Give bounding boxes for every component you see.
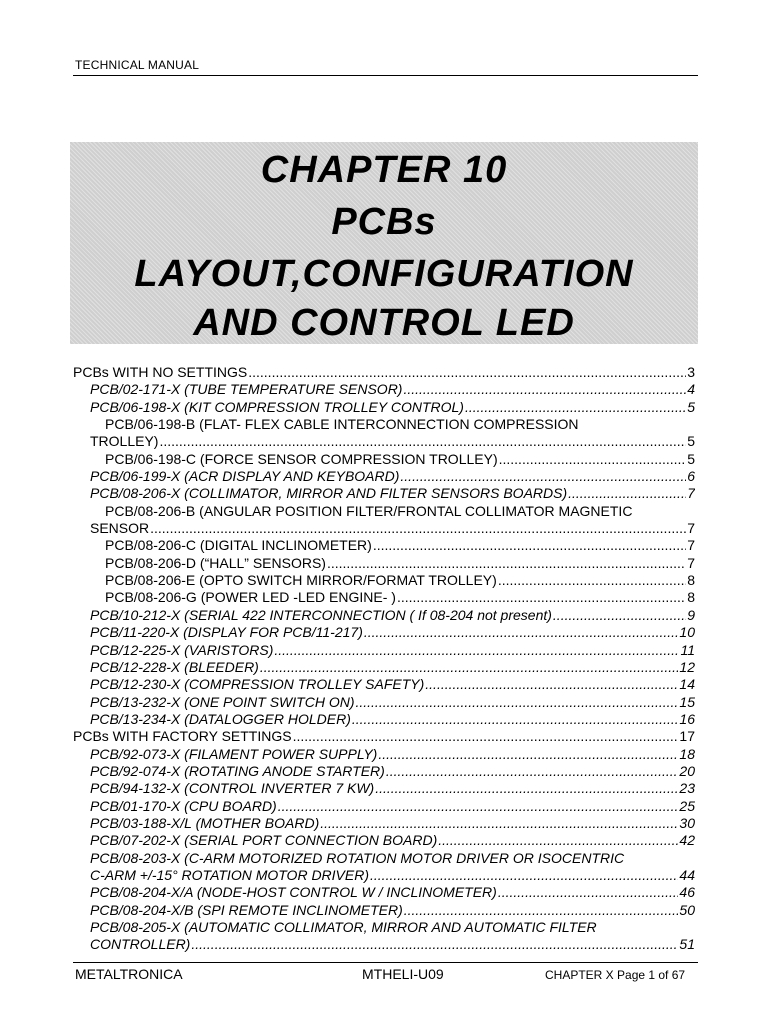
toc-entry-page: 3 xyxy=(687,364,695,380)
toc-entry[interactable] xyxy=(0,364,695,381)
toc-entry[interactable] xyxy=(0,850,695,867)
toc-dot-leader xyxy=(438,832,678,849)
toc-entry[interactable] xyxy=(0,902,695,919)
toc-entry-title: PCB/01-170-X (CPU BOARD) xyxy=(90,797,277,814)
toc-entry[interactable] xyxy=(0,867,695,884)
toc-entry[interactable] xyxy=(0,433,695,450)
toc-entry-page: 17 xyxy=(679,728,695,745)
chapter-title-line-1: PCBs xyxy=(331,201,437,243)
toc-entry[interactable] xyxy=(0,746,695,763)
toc-dot-leader xyxy=(553,607,686,624)
toc-entry-page: 7 xyxy=(687,485,695,502)
toc-dot-leader xyxy=(293,728,679,745)
toc-entry-page: 8 xyxy=(687,572,695,589)
toc-entry-title: PCB/08-206-C (DIGITAL INCLINOMETER) xyxy=(105,537,372,554)
toc-entry-page: 14 xyxy=(679,676,695,693)
toc-entry[interactable] xyxy=(0,624,695,641)
toc-dot-leader xyxy=(150,520,686,537)
toc-entry[interactable] xyxy=(0,572,695,589)
toc-entry-title: C-ARM +/-15° ROTATION MOTOR DRIVER) xyxy=(90,866,370,883)
toc-dot-leader xyxy=(498,884,679,901)
toc-entry[interactable] xyxy=(0,884,695,901)
toc-entry-page: 7 xyxy=(687,554,695,571)
toc-entry-page: 8 xyxy=(687,589,695,606)
toc-entry-title: PCB/08-206-E (OPTO SWITCH MIRROR/FORMAT TROLLEY) xyxy=(105,572,497,589)
toc-dot-leader xyxy=(400,468,686,485)
toc-entry-title: PCB/08-206-D (“HALL” SENSORS) xyxy=(105,554,326,571)
toc-entry-page: 18 xyxy=(679,745,695,762)
toc-entry-page: 4 xyxy=(687,381,695,398)
toc-entry-title: PCB/06-198-X (KIT COMPRESSION TROLLEY CONTROL) xyxy=(90,398,464,415)
toc-dot-leader xyxy=(274,642,679,659)
toc-entry[interactable] xyxy=(0,468,695,485)
toc-entry[interactable] xyxy=(0,607,695,624)
toc-entry-page: 30 xyxy=(679,814,695,831)
toc-entry-title: PCB/07-202-X (SERIAL PORT CONNECTION BOARD) xyxy=(90,832,438,849)
toc-dot-leader xyxy=(386,763,679,780)
toc-dot-leader xyxy=(355,694,678,711)
toc-entry-title: PCBs WITH NO SETTINGS xyxy=(73,364,248,380)
toc-entry-title: PCB/08-204-X/B (SPI REMOTE INCLINOMETER) xyxy=(90,901,403,918)
toc-dot-leader xyxy=(375,780,678,797)
toc-dot-leader xyxy=(397,589,686,606)
toc-dot-leader xyxy=(327,555,686,572)
toc-entry-page: 7 xyxy=(687,537,695,554)
toc-entry-page: 50 xyxy=(679,901,695,918)
toc-entry-title: PCB/08-206-B (ANGULAR POSITION FILTER/FRONTAL COLLIMATOR MAGNETIC xyxy=(105,502,633,519)
footer-document-code: MTHELI-U09 xyxy=(362,966,444,982)
toc-entry[interactable] xyxy=(0,399,695,416)
toc-entry[interactable] xyxy=(0,711,695,728)
toc-entry-title: PCB/08-206-X (COLLIMATOR, MIRROR AND FILTER SENSORS BOARDS) xyxy=(90,485,568,502)
toc-entry-title: PCB/12-230-X (COMPRESSION TROLLEY SAFETY) xyxy=(90,676,425,693)
toc-entry-title: PCB/03-188-X/L (MOTHER BOARD) xyxy=(90,814,320,831)
toc-entry-title: PCB/06-198-B (FLAT- FLEX CABLE INTERCONNECTION COMPRESSION xyxy=(105,416,579,433)
toc-dot-leader xyxy=(378,746,678,763)
toc-entry-page: 25 xyxy=(679,797,695,814)
chapter-title-banner xyxy=(70,142,698,344)
toc-entry[interactable] xyxy=(0,815,695,832)
toc-entry-title: SENSOR xyxy=(90,520,150,537)
toc-entry[interactable] xyxy=(0,676,695,693)
toc-dot-leader xyxy=(425,676,678,693)
toc-entry-page: 42 xyxy=(679,832,695,849)
toc-entry-page: 46 xyxy=(679,884,695,901)
toc-entry-title: PCB/11-220-X (DISPLAY FOR PCB/11-217) xyxy=(90,624,363,641)
toc-entry[interactable] xyxy=(0,503,695,520)
toc-dot-leader xyxy=(568,485,686,502)
toc-entry[interactable] xyxy=(0,798,695,815)
toc-dot-leader xyxy=(248,364,686,381)
chapter-title-line-3: AND CONTROL LED xyxy=(193,302,575,344)
toc-dot-leader xyxy=(191,936,678,953)
toc-entry-page: 12 xyxy=(679,658,695,675)
header-divider xyxy=(73,75,698,76)
toc-entry-page: 44 xyxy=(679,866,695,883)
toc-entry-page: 23 xyxy=(679,780,695,797)
toc-entry-title: PCB/10-212-X (SERIAL 422 INTERCONNECTION ( If 08-204 not present) xyxy=(90,606,552,623)
toc-entry-page: 9 xyxy=(687,606,695,623)
toc-entry-page: 15 xyxy=(679,693,695,710)
toc-entry[interactable] xyxy=(0,936,695,953)
chapter-title-line-2: LAYOUT,CONFIGURATION xyxy=(134,253,634,295)
toc-entry[interactable] xyxy=(0,642,695,659)
toc-dot-leader xyxy=(352,711,679,728)
toc-entry[interactable] xyxy=(0,728,695,745)
toc-entry-title: PCB/13-234-X (DATALOGGER HOLDER) xyxy=(90,710,351,727)
toc-entry-page: 6 xyxy=(687,468,695,485)
toc-entry-page: 10 xyxy=(679,624,695,641)
toc-dot-leader xyxy=(499,451,687,468)
toc-entry[interactable] xyxy=(0,832,695,849)
toc-entry[interactable] xyxy=(0,694,695,711)
toc-entry-title: PCBs WITH FACTORY SETTINGS xyxy=(73,728,292,745)
toc-entry-title: PCB/06-198-C (FORCE SENSOR COMPRESSION TROLLEY) xyxy=(105,450,498,467)
toc-dot-leader xyxy=(403,381,686,398)
toc-entry-title: PCB/94-132-X (CONTROL INVERTER 7 KW) xyxy=(90,780,375,797)
footer-divider xyxy=(73,962,698,963)
table-of-contents xyxy=(0,364,768,954)
toc-entry-title: PCB/13-232-X (ONE POINT SWITCH ON) xyxy=(90,693,355,710)
toc-dot-leader xyxy=(370,867,678,884)
toc-entry-page: 5 xyxy=(687,433,695,450)
toc-entry-title: PCB/08-204-X/A (NODE-HOST CONTROL W / INCLINOMETER) xyxy=(90,884,497,901)
chapter-number: CHAPTER 10 xyxy=(260,149,508,191)
toc-entry-page: 5 xyxy=(687,450,695,467)
toc-entry-title: PCB/12-228-X (BLEEDER) xyxy=(90,658,259,675)
footer-page-number: CHAPTER X Page 1 of 67 xyxy=(545,968,686,982)
toc-dot-leader xyxy=(373,537,686,554)
toc-dot-leader xyxy=(465,399,686,416)
toc-entry[interactable] xyxy=(0,780,695,797)
toc-dot-leader xyxy=(159,433,686,450)
toc-dot-leader xyxy=(498,572,686,589)
toc-entry-title: PCB/02-171-X (TUBE TEMPERATURE SENSOR) xyxy=(90,381,403,398)
toc-entry[interactable] xyxy=(0,381,695,398)
toc-entry[interactable] xyxy=(0,555,695,572)
toc-entry[interactable] xyxy=(0,520,695,537)
toc-dot-leader xyxy=(320,815,678,832)
toc-entry-title: PCB/08-205-X (AUTOMATIC COLLIMATOR, MIRROR AND AUTOMATIC FILTER xyxy=(90,919,597,935)
toc-entry-title: TROLLEY) xyxy=(90,433,159,450)
toc-entry-page: 20 xyxy=(679,762,695,779)
toc-entry[interactable] xyxy=(0,451,695,468)
toc-entry-page: 16 xyxy=(679,710,695,727)
toc-entry-title: PCB/08-206-G (POWER LED -LED ENGINE- ) xyxy=(105,589,396,606)
toc-entry-title: CONTROLLER) xyxy=(90,936,191,953)
toc-dot-leader xyxy=(278,798,679,815)
toc-entry-page: 5 xyxy=(687,398,695,415)
toc-entry[interactable] xyxy=(0,537,695,554)
toc-dot-leader xyxy=(260,659,679,676)
running-header: TECHNICAL MANUAL xyxy=(75,58,200,72)
toc-entry-title: PCB/92-074-X (ROTATING ANODE STARTER) xyxy=(90,762,385,779)
toc-dot-leader xyxy=(404,902,679,919)
footer-company: METALTRONICA xyxy=(75,966,183,982)
toc-dot-leader xyxy=(364,624,679,641)
toc-entry[interactable] xyxy=(0,763,695,780)
toc-entry-title: PCB/06-199-X (ACR DISPLAY AND KEYBOARD) xyxy=(90,468,400,485)
toc-entry-page: 7 xyxy=(687,520,695,537)
toc-entry-title: PCB/92-073-X (FILAMENT POWER SUPPLY) xyxy=(90,745,378,762)
toc-entry[interactable] xyxy=(0,919,695,936)
toc-entry-title: PCB/08-203-X (C-ARM MOTORIZED ROTATION MOTOR DRIVER OR ISOCENTRIC xyxy=(90,849,625,866)
toc-entry[interactable] xyxy=(0,659,695,676)
toc-entry[interactable] xyxy=(0,485,695,502)
toc-entry-page: 11 xyxy=(680,641,695,658)
toc-entry[interactable] xyxy=(0,416,695,433)
toc-entry-title: PCB/12-225-X (VARISTORS) xyxy=(90,641,274,658)
toc-entry[interactable] xyxy=(0,589,695,606)
toc-entry-page: 51 xyxy=(679,936,695,953)
